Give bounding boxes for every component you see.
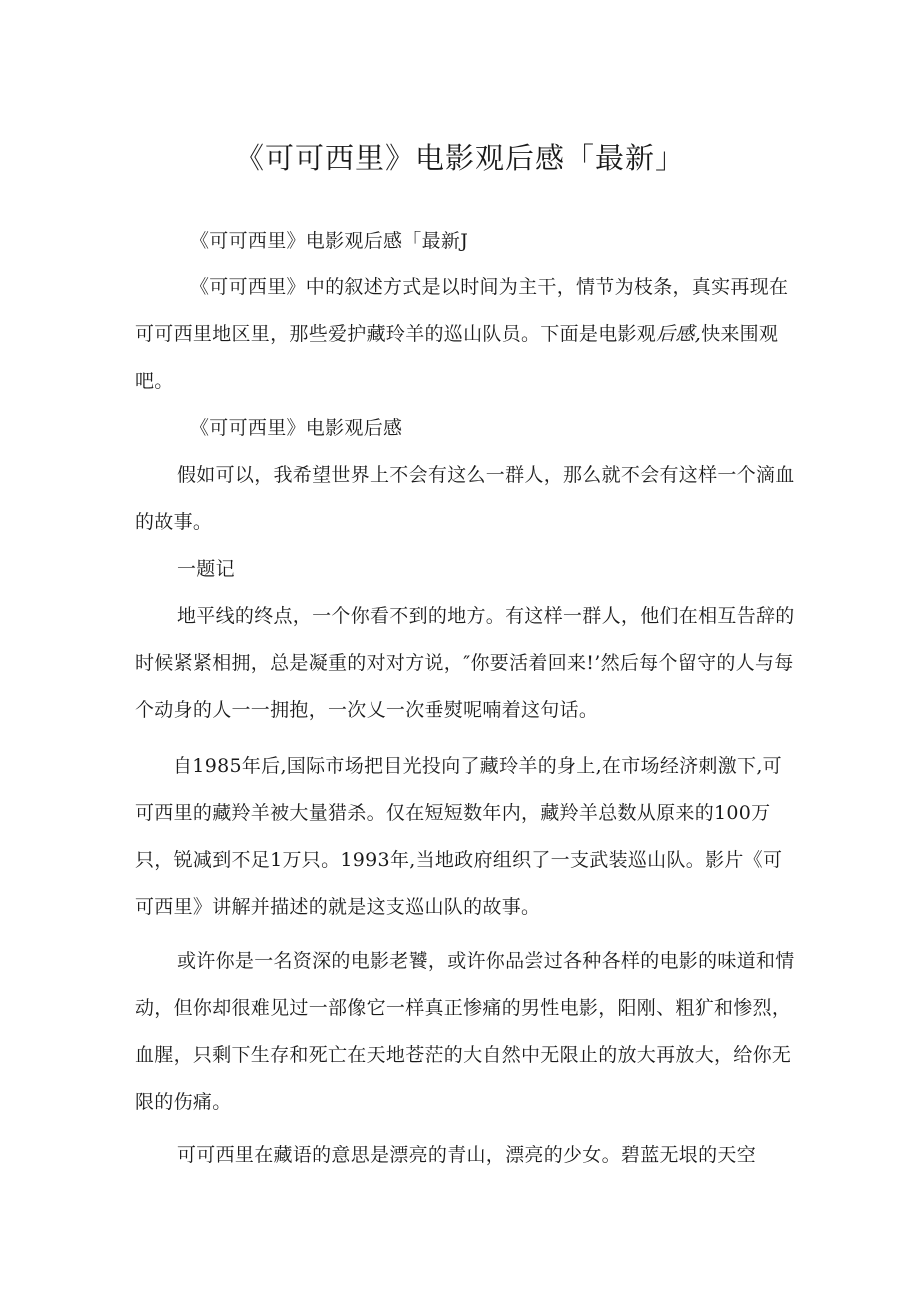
document-subtitle: 《可可西里》电影观后感「最新J xyxy=(190,230,469,252)
intro-paragraph xyxy=(135,264,795,405)
intro-text-italic: 后感, xyxy=(656,323,702,345)
paragraph-history: 自1985年后,国际市场把目光投向了藏玲羊的身上,在市场经济刺激下,可可西里的藏羚羊被大量猎杀。仅在短短数年内，藏羚羊总数从原来的100万只，锐减到不足1万只。1993年,当地政府组织了一支武装巡山队。影片《可可西里》讲解并描述的就是这支巡山队的故事。 xyxy=(135,755,783,918)
paragraph-horizon: 地平线的终点，一个你看不到的地方。有这样一群人，他们在相互告辞的时候紧紧相拥，总是凝重的对对方说，″你要活着回来!’然后每个留守的人与每个动身的人一一拥抱，一次乂一次垂熨呢喃着这句话。 xyxy=(135,605,795,721)
document-title: 《可可西里》电影观后感「最新」 xyxy=(234,141,685,175)
paragraph-film: 或许你是一名资深的电影老饕，或许你品尝过各种各样的电影的味道和情动，但你却很难见过一部像它一样真正惨痛的男性电影，阳刚、粗犷和惨烈，血腥，只剩下生存和死亡在天地苍茫的大自然中无限止的放大再放大，给你无限的伤痛。 xyxy=(135,950,795,1113)
section-heading: 《可可西里》电影观后感 xyxy=(190,417,403,439)
paragraph-epigraph: 一题记 xyxy=(177,558,235,580)
intro-text-start: 《可可西里》中的叙述方式是以时间为主干，情节为枝条，真实再现在可可西里地区里，那些爱护藏玲羊的巡山队员。下面是电影观 xyxy=(135,276,789,345)
paragraph-meaning: 可可西里在藏语的意思是漂亮的青山，漂亮的少女。碧蓝无垠的天空 xyxy=(177,1144,757,1166)
paragraph-wish: 假如可以，我希望世界上不会有这么一群人，那么就不会有这样一个滴血的故事。 xyxy=(135,464,795,533)
intro-text-end: 快来围观吧。 xyxy=(135,323,779,392)
